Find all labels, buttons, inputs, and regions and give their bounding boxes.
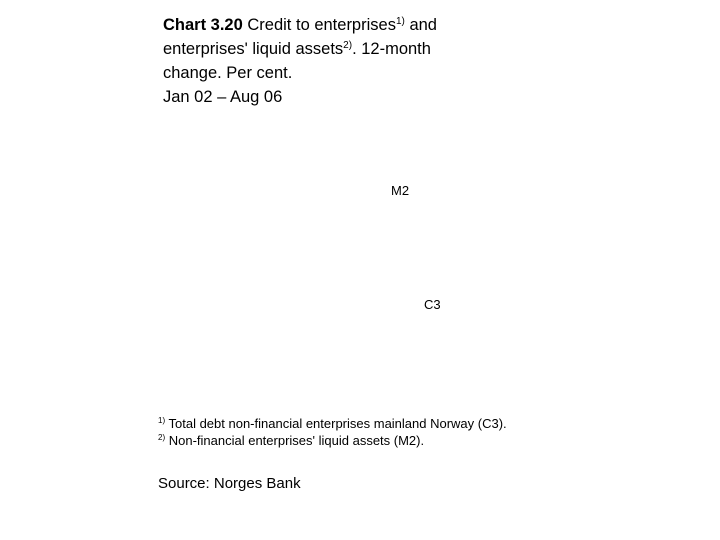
footnote-2-text: Non-financial enterprises' liquid assets (M2).	[165, 433, 425, 448]
chart-number: Chart 3.20	[163, 16, 243, 34]
title-footnote-marker-2: 2)	[343, 40, 353, 51]
source-note: Source: Norges Bank	[158, 475, 301, 492]
title-part-3: . 12-month change. Per cent.	[163, 40, 431, 82]
chart-title	[163, 13, 493, 109]
series-label-m2: M2	[391, 183, 410, 198]
footnotes	[158, 415, 518, 449]
footnote-1-marker: 1)	[158, 416, 166, 425]
title-part-2: and enterprises' liquid assets	[163, 16, 437, 58]
title-footnote-marker-1: 1)	[395, 16, 405, 27]
title-part-1: Credit to enterprises	[242, 16, 396, 34]
series-label-c3: C3	[424, 297, 441, 312]
footnote-1-text: Total debt non-financial enterprises mainland Norway (C3).	[165, 416, 507, 431]
footnote-2	[158, 432, 518, 449]
footnote-2-marker: 2)	[158, 433, 166, 442]
chart-plot-area	[150, 120, 570, 400]
title-period: Jan 02 – Aug 06	[163, 88, 283, 106]
footnote-1	[158, 415, 518, 432]
